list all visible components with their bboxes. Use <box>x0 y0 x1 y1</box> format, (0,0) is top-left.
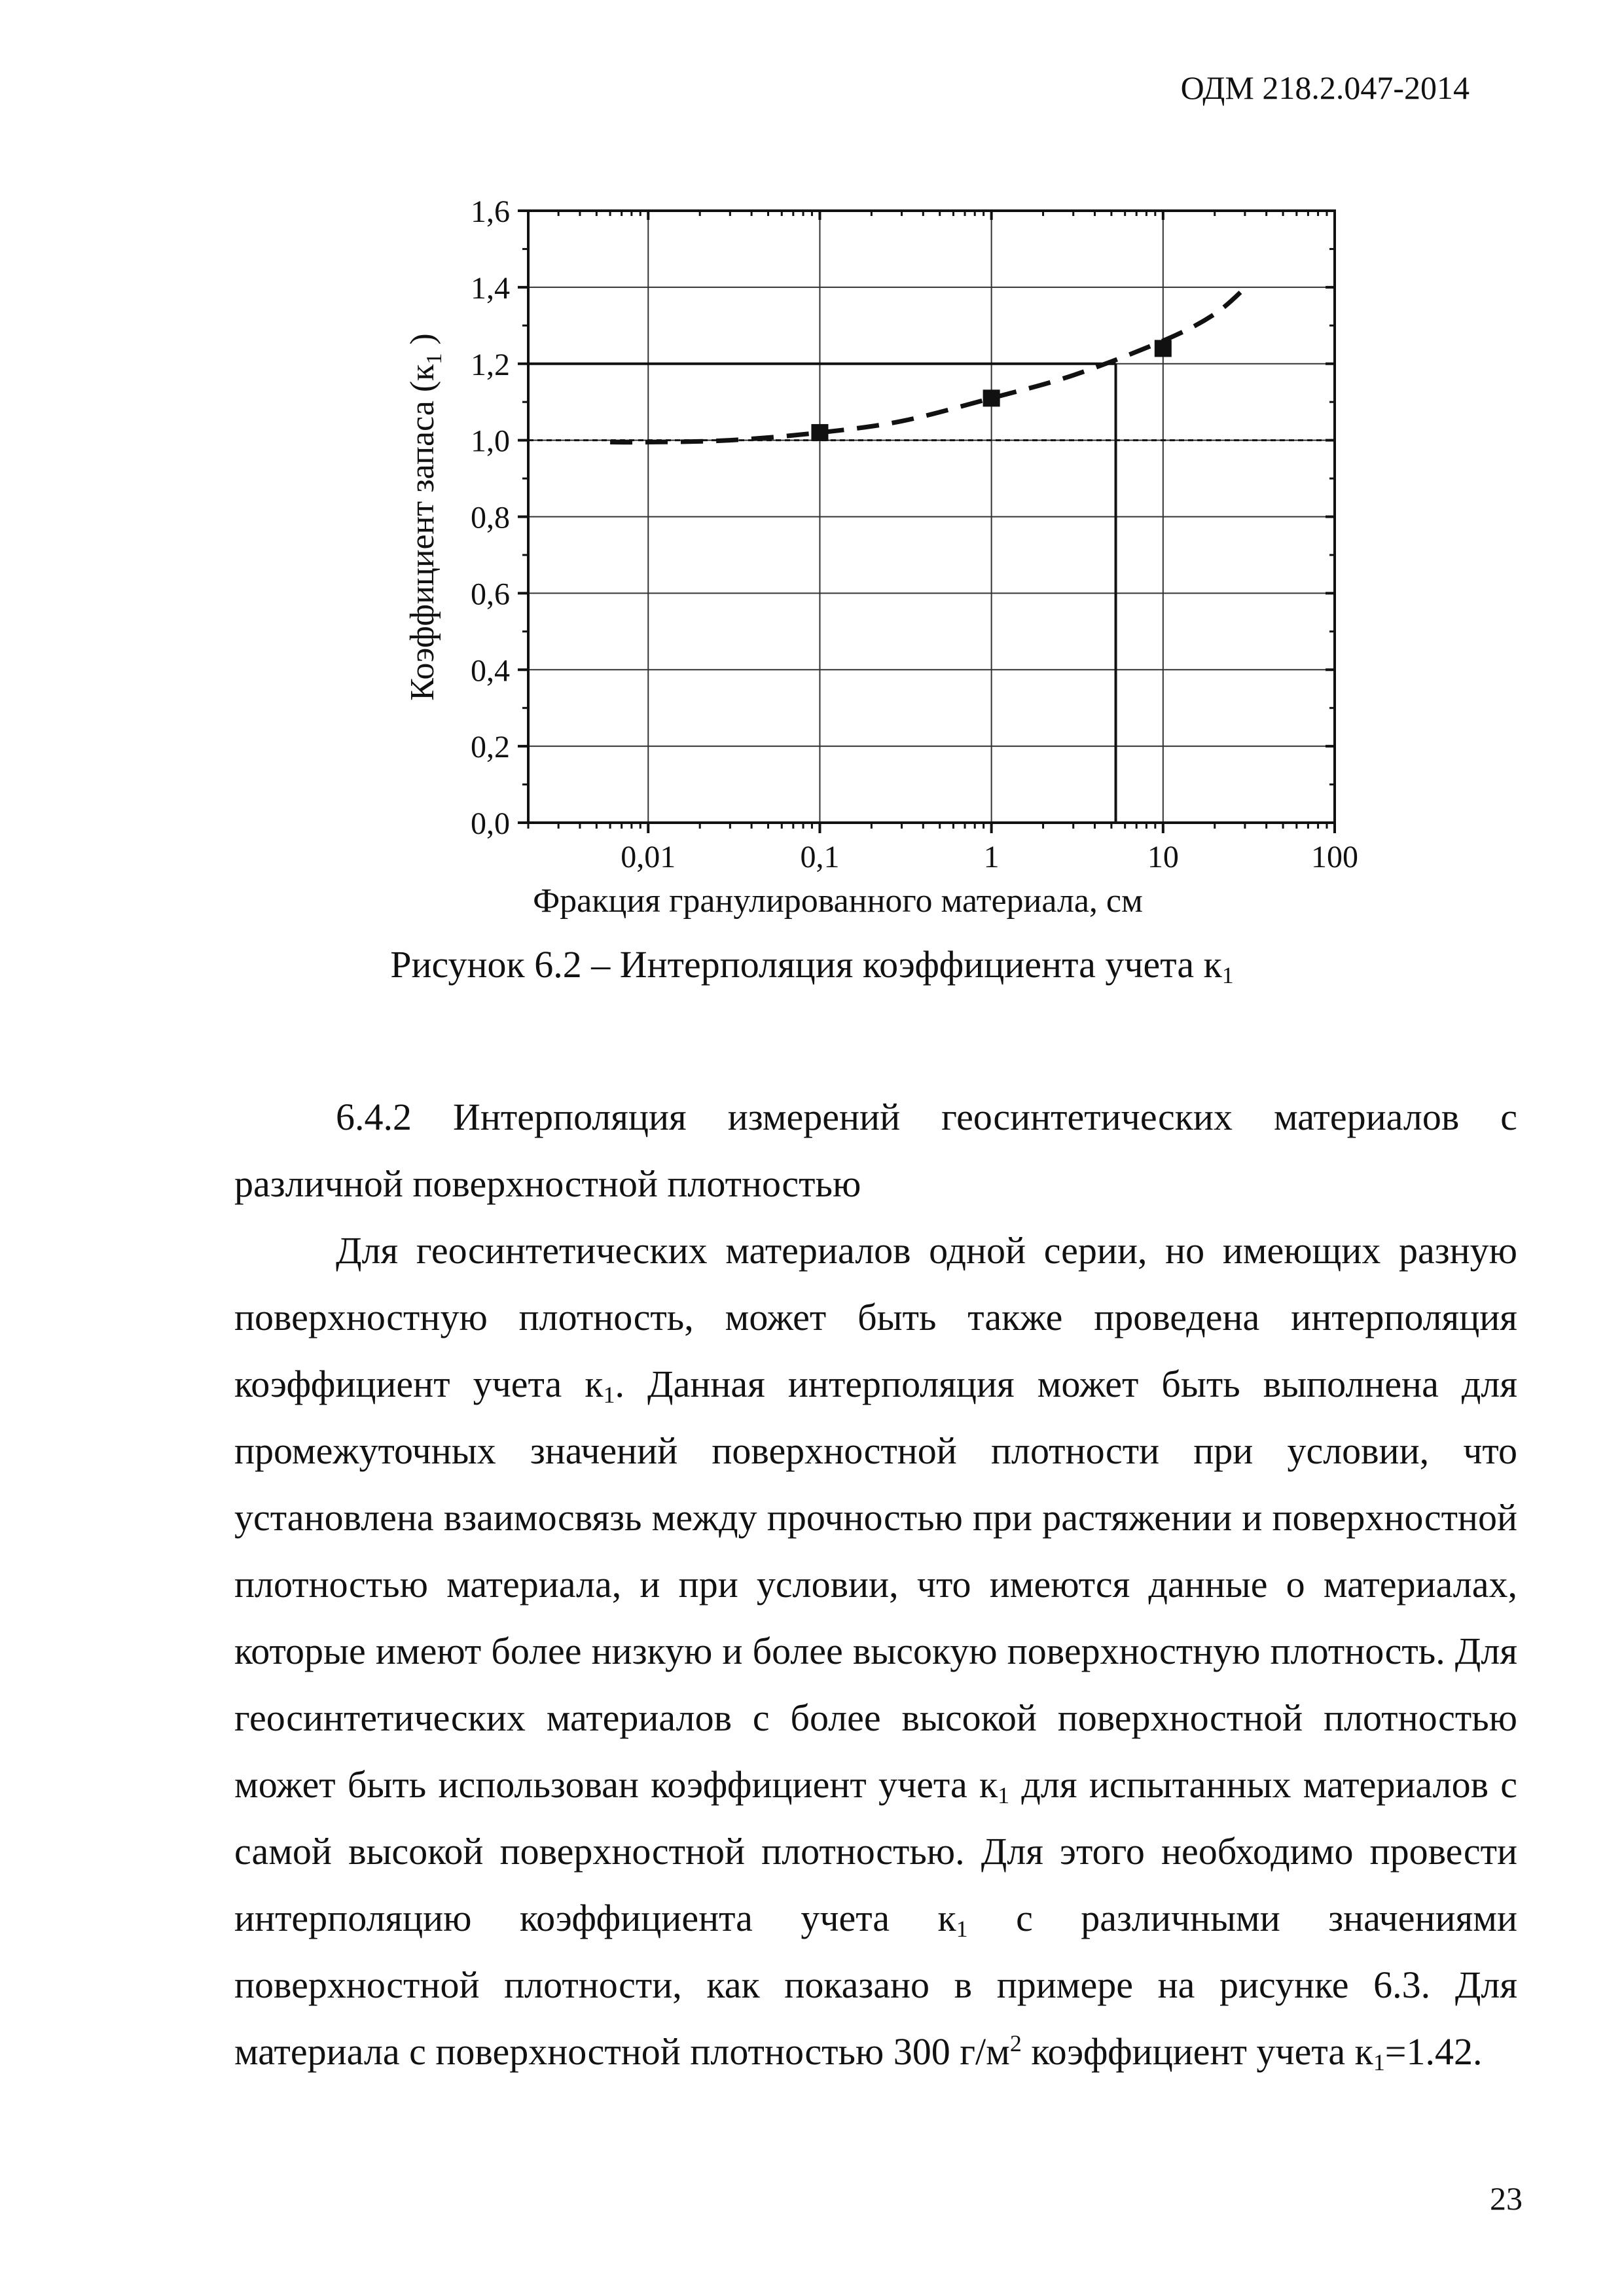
y-tick-labels <box>471 194 510 841</box>
y-tick-label: 1,0 <box>471 423 510 459</box>
chart <box>0 0 1624 929</box>
y-tick-label: 0,6 <box>471 577 510 612</box>
x-tick-label: 0,1 <box>800 840 840 874</box>
section-paragraph: Для геосинтетических материалов одной серии, но имеющих разную поверхностную плотность, может быть также проведена интерполяция коэффициент учета $к_1$. Данная интерполяция может быть выполнена для промежуточных значений поверхностной плотности при условии, что установлена взаимосвязь между прочностью при растяжении и поверхностной плотностью материала, и при условии, что имеются данные о материалах, которые имеют более низкую и более высокую поверхностную плотность. Для геосинтетических материалов с более высокой поверхностной плотностью может быть использован коэффициент учета $к_1$ для испытанных материалов с самой высокой поверхностной плотностью. Для этого необходимо провести интерполяцию коэффициента учета $к_1$ с различными значениями поверхностной плотности, как показано в примере на рисунке 6.3. Для материала с поверхностной плотностью 300 $г/м^2$ коэффициент учета $к_1=1.42$. <box>234 1229 1518 2075</box>
data-point <box>811 424 828 441</box>
y-tick-label: 0,0 <box>471 806 510 841</box>
axis-ticks <box>518 211 1335 833</box>
data-point <box>1155 340 1172 357</box>
document-code: ОДМ 218.2.047-2014 <box>1180 69 1470 106</box>
x-axis-label: Фракция гранулированного материала, см <box>533 882 1143 920</box>
y-tick-label: 0,4 <box>471 653 510 689</box>
chart-grid <box>528 211 1335 823</box>
page-number: 23 <box>1490 2180 1523 2217</box>
y-tick-label: 1,2 <box>471 347 510 382</box>
section-heading: 6.4.2 Интерполяция измерений геосинтетических материалов с различной поверхностной плотностью <box>234 1096 1517 1205</box>
data-point <box>983 389 1000 406</box>
y-tick-label: 0,2 <box>471 730 510 765</box>
x-tick-label: 100 <box>1311 840 1358 874</box>
x-tick-label: 1 <box>983 840 1000 874</box>
figure-caption: Рисунок 6.2 – Интерполяция коэффициента учета $к_1$ <box>390 943 1234 988</box>
x-tick-label: 0,01 <box>621 840 676 874</box>
y-tick-label: 0,8 <box>471 500 510 535</box>
x-tick-label: 10 <box>1147 840 1179 874</box>
x-tick-labels <box>621 840 1358 874</box>
y-tick-label: 1,4 <box>471 270 510 306</box>
y-tick-label: 1,6 <box>471 194 510 229</box>
y-axis-label: Коэффициент запаса ($к_1$ ) <box>404 333 446 701</box>
